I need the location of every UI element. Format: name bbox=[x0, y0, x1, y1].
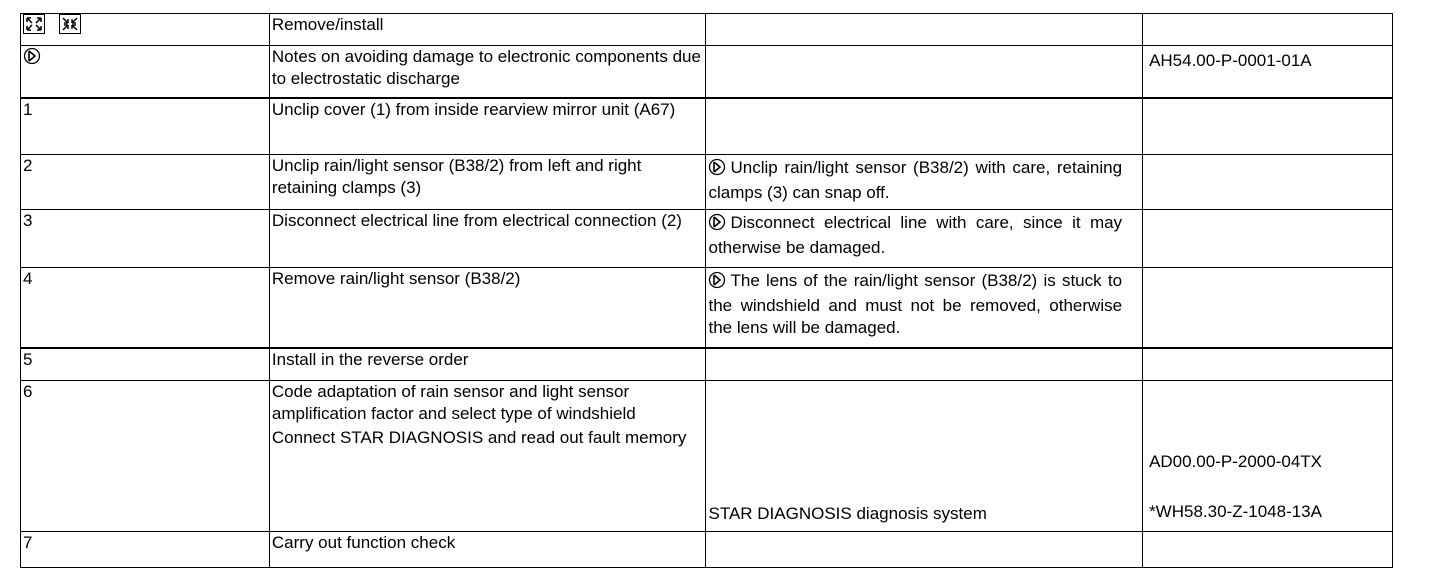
procedure-table bbox=[20, 13, 1393, 568]
table-row bbox=[21, 348, 1393, 381]
step-tool: STAR DIAGNOSIS diagnosis system bbox=[706, 381, 1143, 532]
ref-link[interactable]: *WH58.30-Z-1048-13A bbox=[1149, 502, 1322, 521]
step-number: 6 bbox=[21, 381, 270, 532]
step-text: Unclip rain/light sensor (B38/2) from left and right retaining clamps (3) bbox=[269, 155, 706, 210]
note-arrow-icon bbox=[708, 213, 726, 237]
notes-row bbox=[21, 46, 1393, 98]
page-title: Remove/install bbox=[269, 14, 706, 46]
step-text: Remove rain/light sensor (B38/2) bbox=[269, 268, 706, 348]
note-arrow-icon bbox=[708, 158, 726, 182]
notes-ref-link[interactable]: AH54.00-P-0001-01A bbox=[1143, 46, 1393, 98]
step-text: Code adaptation of rain sensor and light sensor amplification factor and select type of windshield Connect STAR DIAGNOSIS and read out fault memory bbox=[269, 381, 706, 532]
step-refs bbox=[1143, 381, 1393, 532]
table-row bbox=[21, 268, 1393, 348]
header-row bbox=[21, 14, 1393, 46]
table-row bbox=[21, 155, 1393, 210]
step-text: Carry out function check bbox=[269, 532, 706, 568]
table-row bbox=[21, 98, 1393, 155]
collapse-arrows-icon[interactable] bbox=[59, 14, 81, 34]
step-number: 1 bbox=[21, 98, 270, 155]
step-note: Disconnect electrical line with care, since it may otherwise be damaged. bbox=[706, 210, 1143, 268]
header-icons-cell bbox=[21, 14, 270, 46]
step-text: Unclip cover (1) from inside rearview mirror unit (A67) bbox=[269, 98, 706, 155]
note-arrow-icon bbox=[23, 47, 41, 71]
note-arrow-icon bbox=[708, 271, 726, 295]
step-number: 7 bbox=[21, 532, 270, 568]
step-number: 4 bbox=[21, 268, 270, 348]
table-row bbox=[21, 381, 1393, 532]
step-number: 5 bbox=[21, 348, 270, 381]
step-number: 3 bbox=[21, 210, 270, 268]
step-text: Disconnect electrical line from electrical connection (2) bbox=[269, 210, 706, 268]
table-row bbox=[21, 210, 1393, 268]
notes-text: Notes on avoiding damage to electronic components due to electrostatic discharge bbox=[269, 46, 706, 98]
step-number: 2 bbox=[21, 155, 270, 210]
expand-arrows-icon[interactable] bbox=[23, 14, 45, 34]
ref-link[interactable]: AD00.00-P-2000-04TX bbox=[1149, 452, 1322, 471]
step-note: Unclip rain/light sensor (B38/2) with care, retaining clamps (3) can snap off. bbox=[706, 155, 1143, 210]
table-row bbox=[21, 532, 1393, 568]
step-text: Install in the reverse order bbox=[269, 348, 706, 381]
step-note: The lens of the rain/light sensor (B38/2) is stuck to the windshield and must not be removed, otherwise the lens will be damaged. bbox=[706, 268, 1143, 348]
